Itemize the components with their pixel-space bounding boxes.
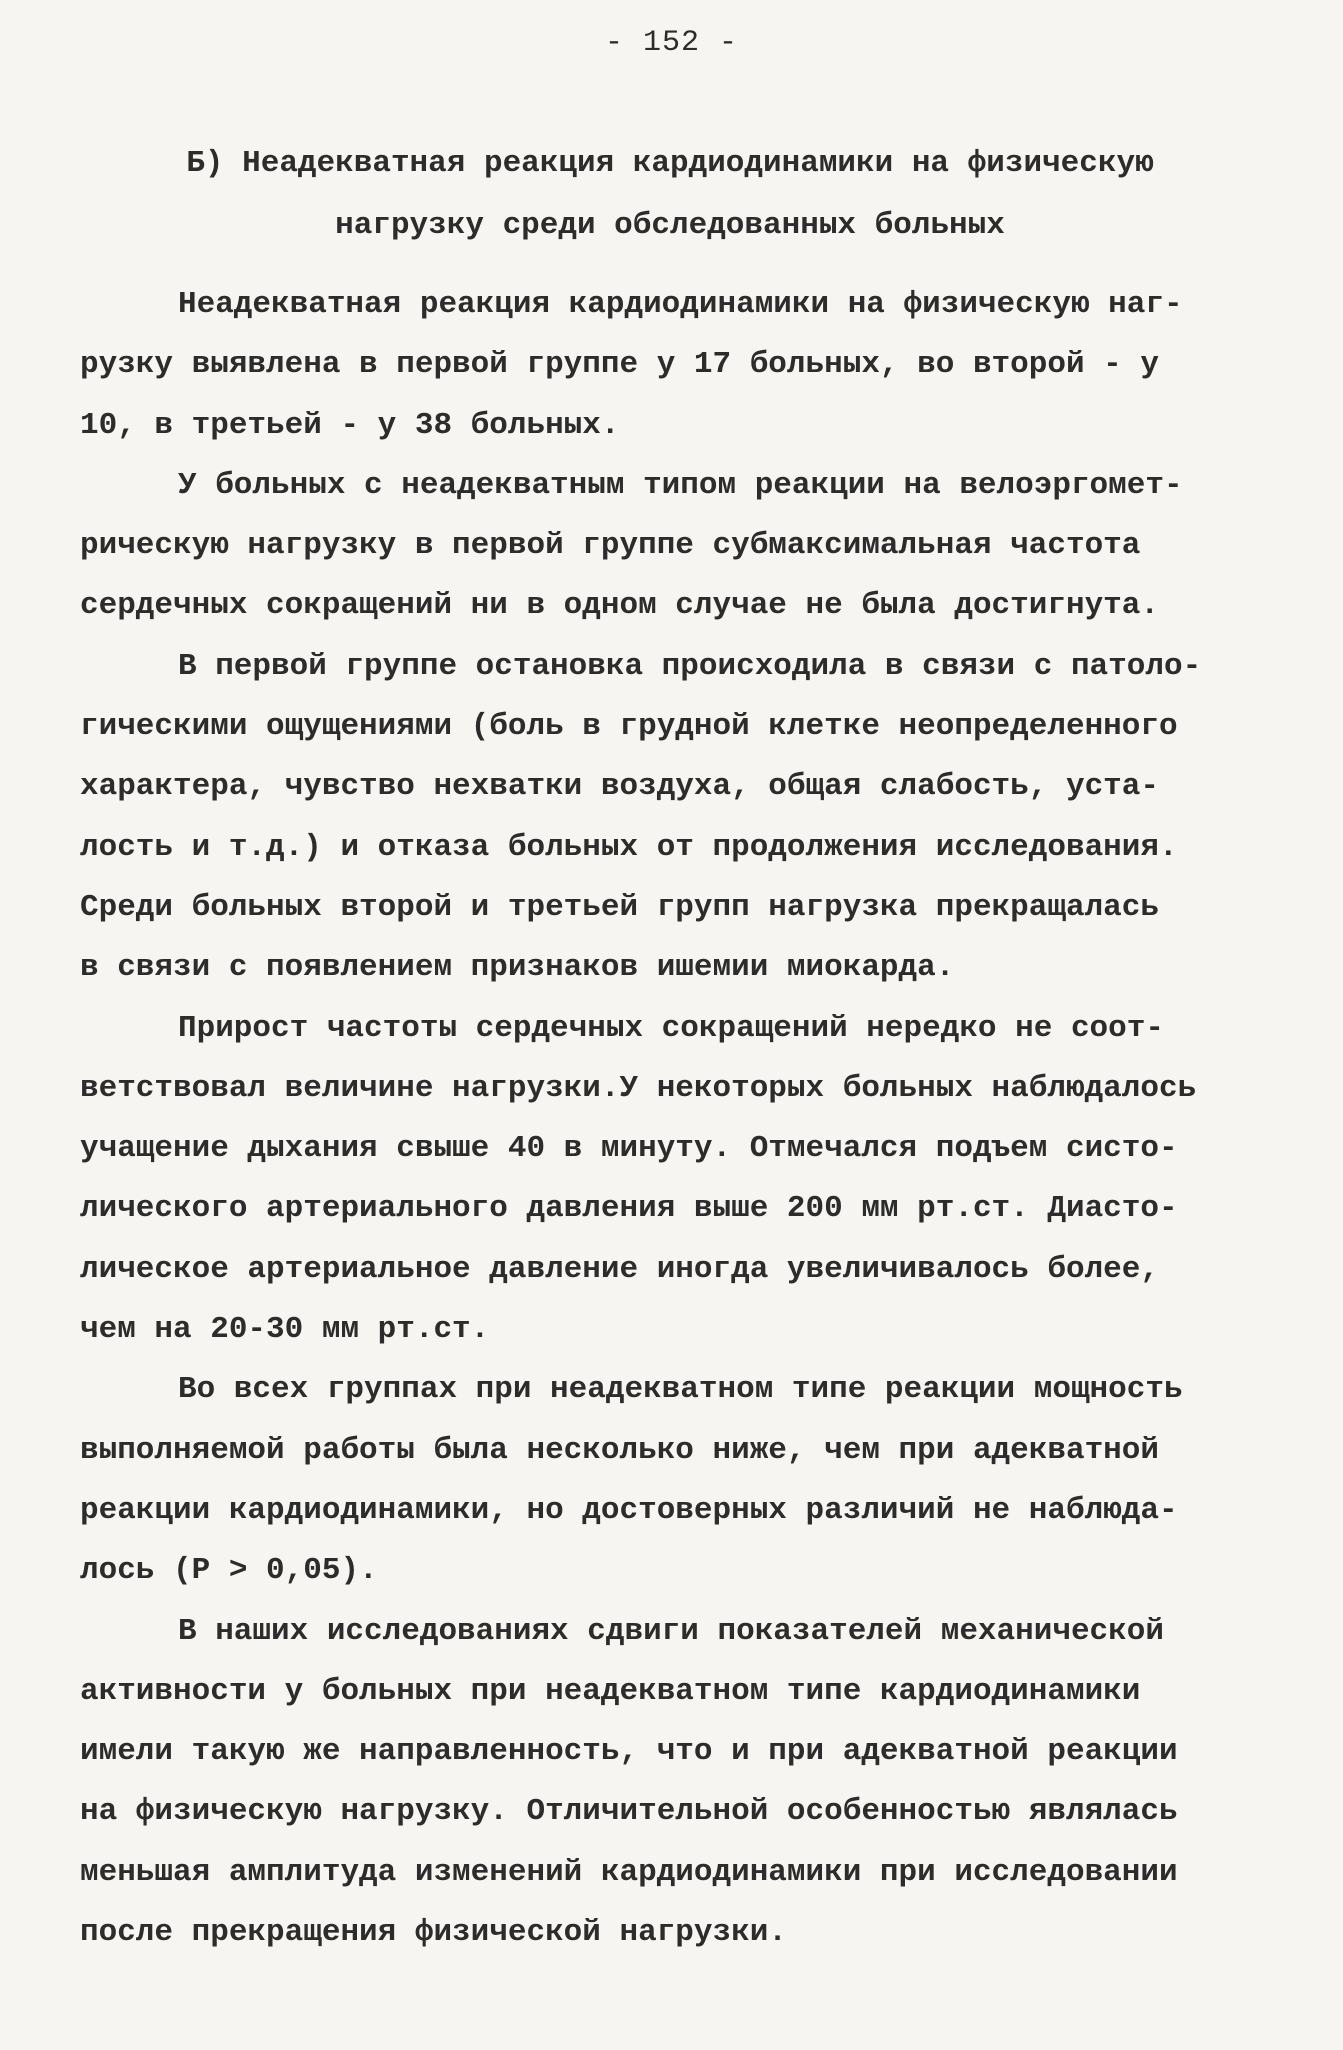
text-line: имели такую же направленность, что и при адекватной реакции xyxy=(80,1734,1178,1770)
text-line: У больных с неадекватным типом реакции на велоэргомет- xyxy=(178,467,1183,503)
text-line: В наших исследованиях сдвиги показателей механической xyxy=(178,1613,1164,1649)
text-line: учащение дыхания свыше 40 в минуту. Отмечался подъем систо- xyxy=(80,1131,1178,1167)
paragraph xyxy=(80,275,1270,456)
text-line: лического артериального давления выше 200 мм рт.ст. Диасто- xyxy=(80,1191,1178,1227)
paragraph xyxy=(80,999,1270,1361)
text-line: на физическую нагрузку. Отличительной особенностью являлась xyxy=(80,1794,1178,1830)
text-line: характера, чувство нехватки воздуха, общая слабость, уста- xyxy=(80,769,1159,805)
text-line: лость и т.д.) и отказа больных от продолжения исследования. xyxy=(80,829,1178,865)
text-line: Неадекватная реакция кардиодинамики на физическую наг- xyxy=(178,287,1183,322)
text-line: реакции кардиодинамики, но достоверных различий не наблюда- xyxy=(80,1492,1178,1528)
text-line: лось (Р > 0,05). xyxy=(80,1553,378,1589)
text-line: лическое артериальное давление иногда увеличивалось более, xyxy=(80,1251,1159,1287)
text-line: В первой группе остановка происходила в связи с патоло- xyxy=(178,648,1202,684)
text-line: гическими ощущениями (боль в грудной клетке неопределенного xyxy=(80,709,1178,745)
text-line: после прекращения физической нагрузки. xyxy=(80,1915,787,1951)
paragraph xyxy=(80,637,1270,999)
text-line: Во всех группах при неадекватном типе реакции мощность xyxy=(178,1372,1183,1408)
text-line: Прирост частоты сердечных сокращений нередко не соот- xyxy=(178,1010,1164,1046)
text-line: рическую нагрузку в первой группе субмаксимальная частота xyxy=(80,528,1141,564)
text-line: 10, в третьей - у 38 больных. xyxy=(80,407,620,443)
text-line: выполняемой работы была несколько ниже, чем при адекватной xyxy=(80,1432,1159,1468)
section-heading xyxy=(80,133,1260,257)
text-line: ветствовал величине нагрузки.У некоторых больных наблюдалось xyxy=(80,1070,1197,1106)
text-line: сердечных сокращений ни в одном случае не была достигнута. xyxy=(80,588,1159,624)
paragraph xyxy=(80,1602,1270,1964)
page-number: - 152 - xyxy=(604,26,739,60)
text-line: Среди больных второй и третьей групп нагрузка прекращалась xyxy=(80,889,1159,925)
heading-line: Б) Неадекватная реакция кардиодинамики на физическую xyxy=(186,146,1154,181)
paragraph xyxy=(80,1360,1270,1601)
text-line: рузку выявлена в первой группе у 17 больных, во второй - у xyxy=(80,347,1159,383)
text-line: меньшая амплитуда изменений кардиодинамики при исследовании xyxy=(80,1854,1178,1890)
text-line: чем на 20-30 мм рт.ст. xyxy=(80,1312,490,1348)
text-line: активности у больных при неадекватном типе кардиодинамики xyxy=(80,1673,1141,1709)
document-body xyxy=(80,275,1270,1963)
text-line: в связи с появлением признаков ишемии миокарда. xyxy=(80,950,955,986)
heading-line: нагрузку среди обследованных больных xyxy=(335,208,1005,243)
paragraph xyxy=(80,456,1270,637)
